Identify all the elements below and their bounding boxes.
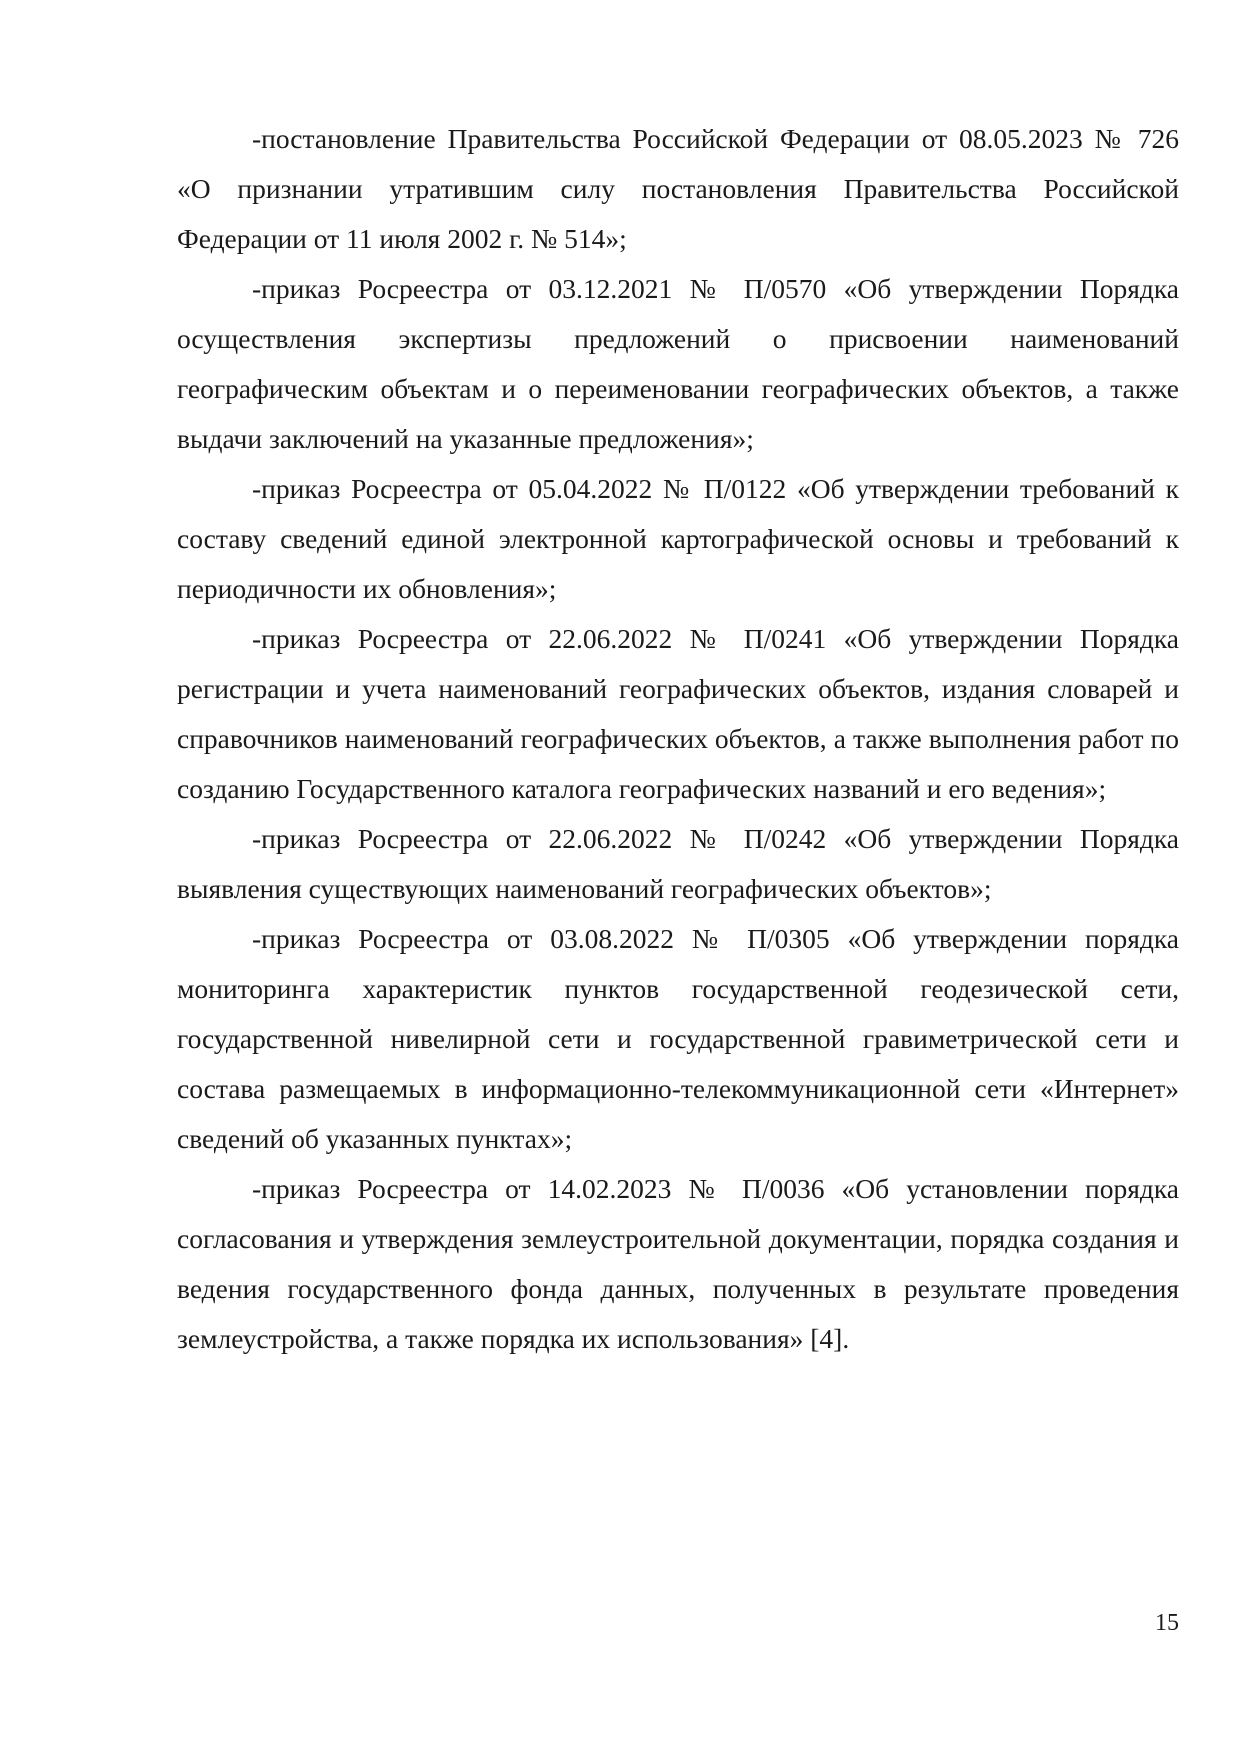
list-item-order-p0241: -приказ Росреестра от 22.06.2022 № П/0241 «Об утверждении Порядка регистрации и учета наименований географических объектов, издания словарей и справочников наименований географических объектов, а также выполнения работ по созданию Государственного каталога географических названий и его ведения»;: [177, 623, 1179, 804]
page-number: 15: [1155, 1610, 1179, 1636]
list-item-decree-726: -постановление Правительства Российской Федерации от 08.05.2023 № 726 «О признании утратившим силу постановления Правительства Российской Федерации от 11 июля 2002 г. № 514»;: [177, 123, 1179, 254]
list-item-order-p0305: -приказ Росреестра от 03.08.2022 № П/0305 «Об утверждении порядка мониторинга характеристик пунктов государственной геодезической сети, государственной нивелирной сети и государственной гравиметрической сети и состава размещаемых в информационно-телекоммуникационной сети «Интернет» сведений об указанных пунктах»;: [177, 923, 1179, 1154]
list-item-order-p0242: -приказ Росреестра от 22.06.2022 № П/0242 «Об утверждении Порядка выявления существующих наименований географических объектов»;: [177, 823, 1179, 904]
list-item-order-p0570: -приказ Росреестра от 03.12.2021 № П/0570 «Об утверждении Порядка осуществления экспертизы предложений о присвоении наименований географическим объектам и о переименовании географических объектов, а также выдачи заключений на указанные предложения»;: [177, 273, 1179, 454]
list-item-order-p0036: -приказ Росреестра от 14.02.2023 № П/0036 «Об установлении порядка согласования и утверждения землеустроительной документации, порядка создания и ведения государственного фонда данных, полученных в результате проведения землеустройства, а также порядка их использования» [4].: [177, 1173, 1179, 1354]
list-item-order-p0122: -приказ Росреестра от 05.04.2022 № П/0122 «Об утверждении требований к составу сведений единой электронной картографической основы и требований к периодичности их обновления»;: [177, 473, 1179, 604]
document-body: [177, 114, 1179, 1364]
